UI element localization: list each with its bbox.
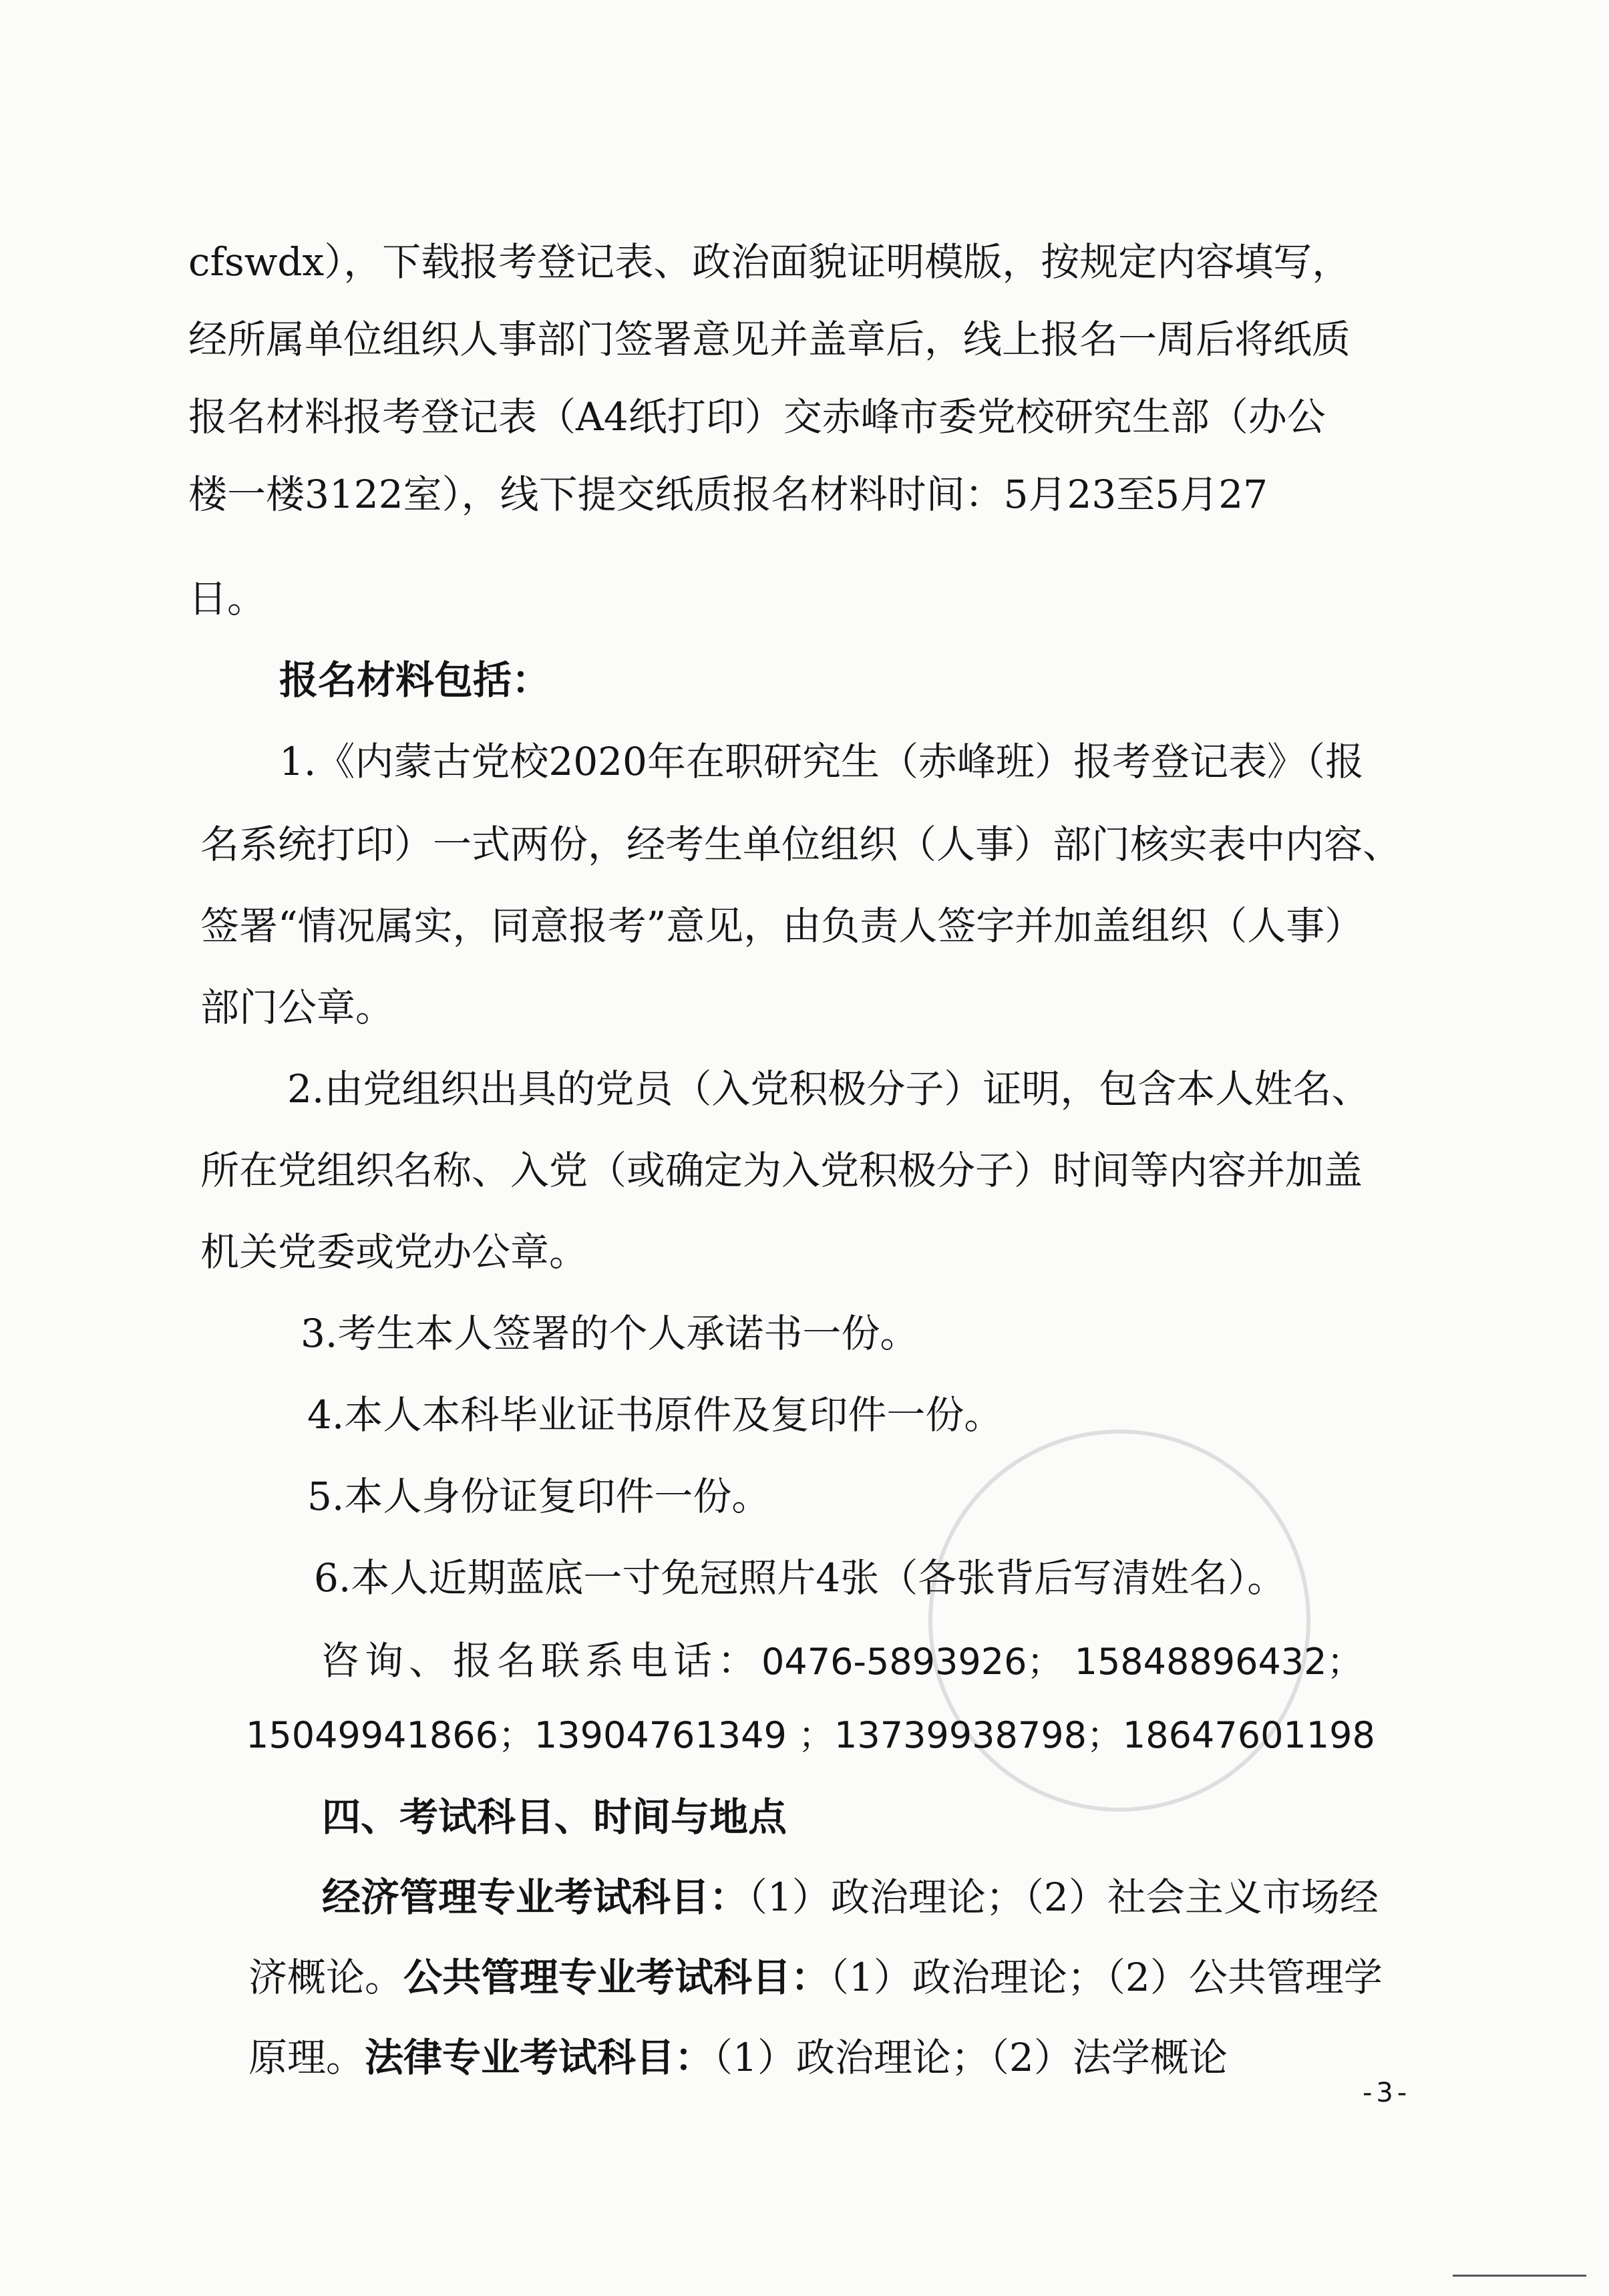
bleed-through-text <box>614 180 935 223</box>
contact-phones-1: 0476-5893926； 15848896432； <box>761 1641 1363 1683</box>
body-line-3: 报名材料报考登记表（A4纸打印）交赤峰市委党校研究生部（办公 <box>188 394 1326 440</box>
public-subjects: （1）政治理论；（2）公共管理学 <box>830 1955 1383 2000</box>
material-item-4: 4.本人本科毕业证书原件及复印件一份。 <box>307 1392 1003 1438</box>
bottom-rule <box>1453 2275 1586 2277</box>
material-item-1-line-2: 名系统打印）一式两份，经考生单位组织（人事）部门核实表中内容、 <box>200 822 1402 867</box>
material-item-1-line-1: 1.《内蒙古党校2020年在职研究生（赤峰班）报考登记表》（报 <box>279 739 1364 784</box>
contact-phones-2: 15049941866；13904761349 ；13739938798；18647601198 <box>246 1714 1375 1756</box>
body-line-1: cfswdx），下载报考登记表、政治面貌证明模版，按规定内容填写， <box>188 239 1351 285</box>
material-item-2-line-3: 机关党委或党办公章。 <box>200 1229 588 1275</box>
material-item-2-line-1: 2.由党组织出具的党员（入党积极分子）证明，包含本人姓名、 <box>287 1066 1371 1112</box>
material-item-3: 3.考生本人签署的个人承诺书一份。 <box>301 1311 919 1356</box>
contact-label: 咨询、报名联系电话： <box>321 1638 762 1683</box>
contact-line-1 <box>321 1634 1363 1689</box>
section-4-heading: 四、考试科目、时间与地点 <box>322 1794 787 1840</box>
law-subjects: （1）政治理论；（2）法学概论 <box>713 2035 1228 2080</box>
exam-subjects-line-1 <box>322 1870 1379 1924</box>
page-number: -3- <box>1363 2078 1411 2108</box>
public-subjects-cont: 原理。 <box>248 2035 365 2080</box>
materials-heading: 报名材料包括： <box>279 657 551 703</box>
econ-subjects: （1）政治理论；（2）社会主义市场经 <box>748 1874 1379 1920</box>
public-label: 公共管理专业考试科目： <box>403 1955 830 2000</box>
body-line-5: 日。 <box>188 576 266 621</box>
econ-label: 经济管理专业考试科目： <box>322 1874 749 1920</box>
material-item-6: 6.本人近期蓝底一寸免冠照片4张（各张背后写清姓名）。 <box>314 1555 1286 1601</box>
material-item-1-line-4: 部门公章。 <box>200 985 395 1030</box>
body-line-2: 经所属单位组织人事部门签署意见并盖章后，线上报名一周后将纸质 <box>188 317 1351 362</box>
econ-subjects-cont: 济概论。 <box>248 1955 404 2000</box>
material-item-2-line-2: 所在党组织名称、入党（或确定为入党积极分子）时间等内容并加盖 <box>200 1148 1363 1193</box>
material-item-5: 5.本人身份证复印件一份。 <box>307 1474 771 1519</box>
exam-subjects-line-3 <box>248 2031 1228 2084</box>
body-line-4: 楼一楼3122室），线下提交纸质报名材料时间：5月23至5月27 <box>188 472 1268 517</box>
material-item-1-line-3: 签署“情况属实，同意报考”意见，由负责人签字并加盖组织（人事） <box>200 903 1364 949</box>
exam-subjects-line-2 <box>248 1951 1383 2004</box>
law-label: 法律专业考试科目： <box>365 2035 714 2080</box>
